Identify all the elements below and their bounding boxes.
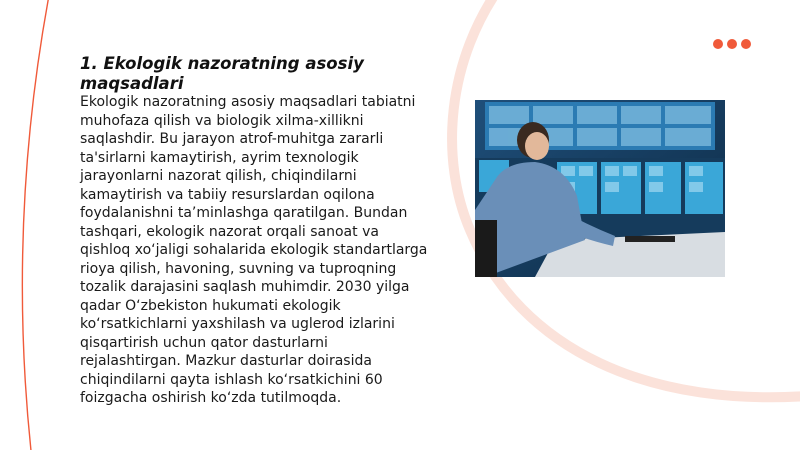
dot xyxy=(727,39,737,49)
more-dots-icon[interactable] xyxy=(713,39,751,49)
left-arc xyxy=(22,0,50,450)
slide-title: 1. Ekologik nazoratning asosiy maqsadlari xyxy=(80,54,364,93)
dot xyxy=(713,39,723,49)
dot xyxy=(741,39,751,49)
slide-body-text: Ekologik nazoratning asosiy maqsadlari tabiatni muhofaza qilish va biologik xilma-xillikni saqlashdir. Bu jarayon atrof-muhitga zararli ta'sirlarni kamaytirish, ayrim texnologik jarayonlarni nazorat qilish, chiqindilarni kamaytirish va tabiiy resurslardan oqilona foydalanishni ta’minlashga qaratilgan. Bundan tashqari, ekologik nazorat orqali sanoat va qishloq xo‘jaligi sohalarida ekologik standartlarga rioya qilish, havoning, suvning va tuproqning tozalik darajasini saqlash muhimdir. 2030 yilga qadar O‘zbekiston hukumati ekologik ko‘rsatkichlarni yaxshilash va uglerod izlarini qisqartirish uchun qator dasturlarni rejalashtirgan. Mazkur dasturlar doirasida chiqindilarni qayta ishlash ko‘rsatkichini 60 foizgacha oshirish ko‘zda tutilmoqda. xyxy=(80,94,428,406)
monitoring-room-photo xyxy=(475,100,725,277)
